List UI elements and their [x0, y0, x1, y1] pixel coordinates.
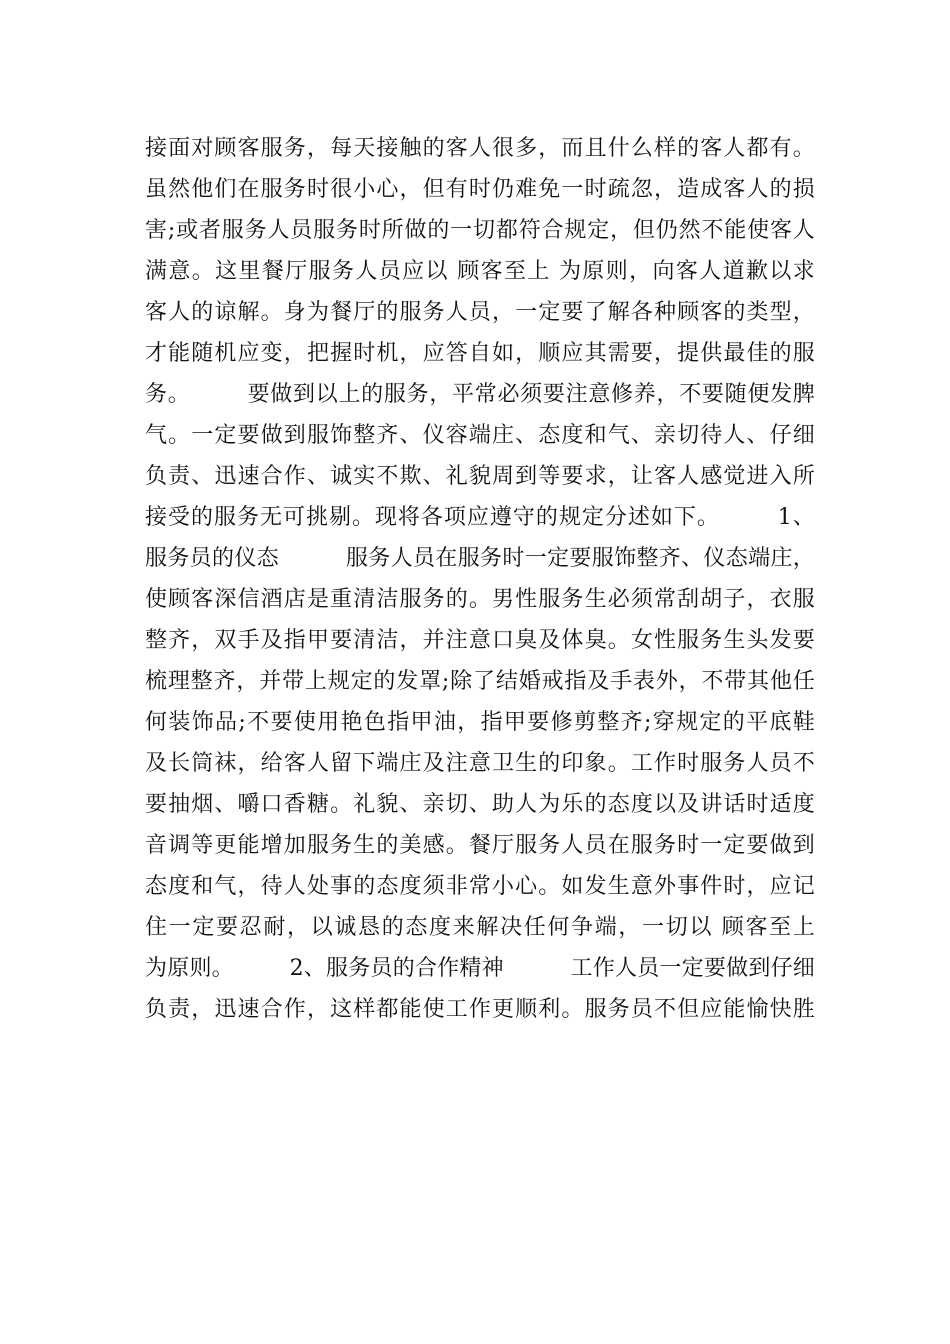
- text-line: 梳理整齐，并带上规定的发罩;除了结婚戒指及手表外，不带其他任: [145, 669, 815, 694]
- text-line: 为原则。 2、服务员的合作精神 工作人员一定要做到仔细: [145, 956, 815, 981]
- text-line: 接受的服务无可挑剔。现将各项应遵守的规定分述如下。 1、: [145, 505, 815, 530]
- text-line: 务。 要做到以上的服务，平常必须要注意修养，不要随便发脾: [145, 382, 815, 407]
- text-line: 住一定要忍耐，以诚恳的态度来解决任何争端，一切以 顾客至上: [145, 915, 815, 940]
- text-line: 满意。这里餐厅服务人员应以 顾客至上 为原则，向客人道歉以求: [145, 259, 815, 284]
- text-line: 及长筒袜，给客人留下端庄及注意卫生的印象。工作时服务人员不: [145, 751, 815, 776]
- text-line: 音调等更能增加服务生的美感。餐厅服务人员在服务时一定要做到: [145, 833, 815, 858]
- text-line: 何装饰品;不要使用艳色指甲油，指甲要修剪整齐;穿规定的平底鞋: [145, 710, 815, 735]
- text-line: 接面对顾客服务，每天接触的客人很多，而且什么样的客人都有。: [145, 136, 815, 161]
- text-line: 使顾客深信酒店是重清洁服务的。男性服务生必须常刮胡子，衣服: [145, 587, 815, 612]
- body-text: [145, 128, 815, 1030]
- text-line: 害;或者服务人员服务时所做的一切都符合规定，但仍然不能使客人: [145, 218, 815, 243]
- text-line: 要抽烟、嚼口香糖。礼貌、亲切、助人为乐的态度以及讲话时适度: [145, 792, 815, 817]
- text-line: 负责、迅速合作、诚实不欺、礼貌周到等要求，让客人感觉进入所: [145, 464, 815, 489]
- text-line: 气。一定要做到服饰整齐、仪容端庄、态度和气、亲切待人、仔细: [145, 423, 815, 448]
- text-line: 态度和气，待人处事的态度须非常小心。如发生意外事件时，应记: [145, 874, 815, 899]
- text-line: 客人的谅解。身为餐厅的服务人员，一定要了解各种顾客的类型，: [145, 300, 815, 325]
- text-line: 服务员的仪态 服务人员在服务时一定要服饰整齐、仪态端庄，: [145, 546, 815, 571]
- text-line: 负责，迅速合作，这样都能使工作更顺利。服务员不但应能愉快胜: [145, 997, 815, 1022]
- text-line: 才能随机应变，把握时机，应答自如，顺应其需要，提供最佳的服: [145, 341, 815, 366]
- text-line: 整齐，双手及指甲要清洁，并注意口臭及体臭。女性服务生头发要: [145, 628, 815, 653]
- text-line: 虽然他们在服务时很小心，但有时仍难免一时疏忽，造成客人的损: [145, 177, 815, 202]
